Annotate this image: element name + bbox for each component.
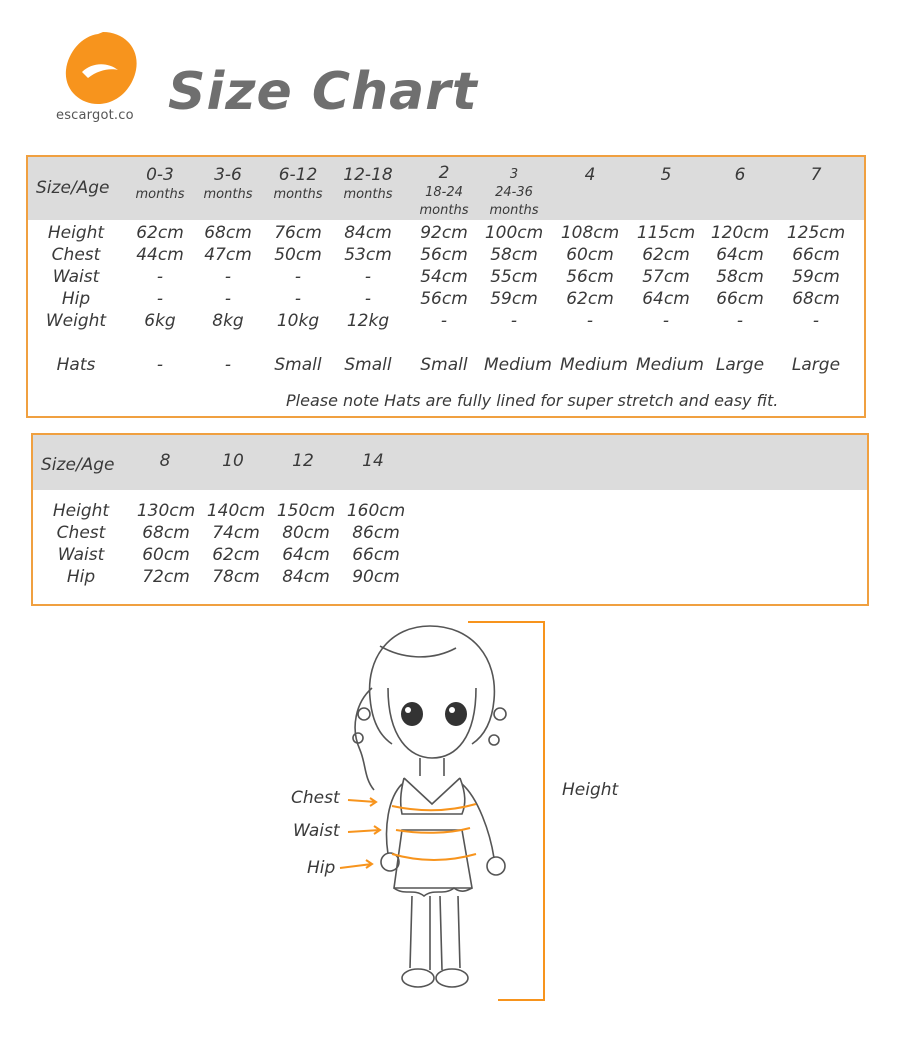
column-header: 8 <box>159 451 171 471</box>
column-header: 3 <box>509 167 519 182</box>
table-cell: 57cm <box>642 267 690 287</box>
table-cell: 80cm <box>282 523 330 543</box>
table-cell: 76cm <box>274 223 322 243</box>
column-header: 6-12 <box>278 165 318 185</box>
table-cell: - <box>156 267 164 287</box>
page-title: Size Chart <box>168 62 478 122</box>
row-label: Height <box>52 501 110 521</box>
corner-label: Size/Age <box>41 455 115 475</box>
table-cell: 62cm <box>642 245 690 265</box>
table-cell: 66cm <box>352 545 400 565</box>
column-header: 10 <box>222 451 244 471</box>
table-cell: - <box>736 311 744 331</box>
table-cell: 100cm <box>484 223 544 243</box>
waist-label: Waist <box>293 821 340 841</box>
table-cell: 44cm <box>136 245 184 265</box>
table-cell: 86cm <box>352 523 400 543</box>
row-label: Chest <box>51 245 101 265</box>
column-subheader: months <box>419 203 469 218</box>
table-cell: 8kg <box>212 311 244 331</box>
table-cell: 56cm <box>566 267 614 287</box>
table-cell: - <box>364 267 372 287</box>
table-cell: 54cm <box>420 267 468 287</box>
table-cell: 74cm <box>212 523 260 543</box>
table-cell: - <box>294 289 302 309</box>
table-cell: Large <box>791 355 841 375</box>
table-cell: 150cm <box>276 501 336 521</box>
brand-logo <box>58 28 148 128</box>
row-label: Hats <box>56 355 96 375</box>
table-cell: 59cm <box>792 267 840 287</box>
table-cell: - <box>812 311 820 331</box>
table-cell: 55cm <box>490 267 538 287</box>
corner-label: Size/Age <box>36 178 110 198</box>
column-subheader: months <box>489 203 539 218</box>
column-subheader: 18-24 <box>425 185 463 200</box>
table-cell: Small <box>344 355 392 375</box>
size-table-small <box>26 155 866 418</box>
table-cell: 58cm <box>490 245 538 265</box>
table-cell: 68cm <box>792 289 840 309</box>
table-cell: 64cm <box>642 289 690 309</box>
table-cell: Large <box>715 355 765 375</box>
table-cell: - <box>224 355 232 375</box>
table-cell: 62cm <box>136 223 184 243</box>
table-cell: Small <box>420 355 468 375</box>
column-header: 0-3 <box>146 165 174 185</box>
row-label: Waist <box>57 545 105 565</box>
table-cell: 12kg <box>346 311 390 331</box>
table-cell: - <box>586 311 594 331</box>
table-cell: - <box>662 311 670 331</box>
table-cell: 56cm <box>420 289 468 309</box>
table-cell: 50cm <box>274 245 322 265</box>
table-cell: 68cm <box>204 223 252 243</box>
child-sketch-icon <box>280 618 580 1018</box>
table-cell: 125cm <box>786 223 846 243</box>
table-cell: Medium <box>560 355 628 375</box>
column-header: 6 <box>734 165 746 185</box>
hip-label: Hip <box>307 858 336 878</box>
chest-label: Chest <box>291 788 340 808</box>
table-cell: 72cm <box>142 567 190 587</box>
column-header: 5 <box>660 165 672 185</box>
table-cell: - <box>156 289 164 309</box>
column-header: 12 <box>292 451 314 471</box>
column-header: 2 <box>438 163 450 183</box>
table-cell: 68cm <box>142 523 190 543</box>
table-cell: 90cm <box>352 567 400 587</box>
column-header: 12-18 <box>343 165 393 185</box>
table-cell: Small <box>274 355 322 375</box>
table-cell: - <box>364 289 372 309</box>
brand-name: escargot.co <box>56 108 134 123</box>
row-label: Hip <box>61 289 91 309</box>
table-cell: - <box>224 289 232 309</box>
row-label: Waist <box>52 267 100 287</box>
table-cell: 84cm <box>282 567 330 587</box>
table-cell: 115cm <box>636 223 696 243</box>
row-label: Weight <box>45 311 107 331</box>
column-header: 4 <box>584 165 596 185</box>
table-cell: 64cm <box>716 245 764 265</box>
table-cell: 78cm <box>212 567 260 587</box>
table-cell: - <box>294 267 302 287</box>
table-cell: 56cm <box>420 245 468 265</box>
column-header: 3-6 <box>214 165 242 185</box>
column-subheader: months <box>343 187 393 202</box>
table-cell: 6kg <box>144 311 176 331</box>
size-table-large <box>31 433 869 606</box>
table-cell: - <box>440 311 448 331</box>
column-subheader: months <box>203 187 253 202</box>
column-header: 7 <box>810 165 822 185</box>
table-cell: - <box>510 311 518 331</box>
table-cell: 53cm <box>344 245 392 265</box>
table-cell: - <box>156 355 164 375</box>
table-cell: 60cm <box>566 245 614 265</box>
table-cell: 108cm <box>560 223 620 243</box>
table-cell: 62cm <box>212 545 260 565</box>
row-label: Height <box>47 223 105 243</box>
row-label: Hip <box>66 567 96 587</box>
table-cell: Medium <box>484 355 552 375</box>
table-cell: 160cm <box>346 501 406 521</box>
table-cell: 130cm <box>136 501 196 521</box>
table-cell: 66cm <box>792 245 840 265</box>
table-cell: 66cm <box>716 289 764 309</box>
table-cell: 120cm <box>710 223 770 243</box>
table-cell: - <box>224 267 232 287</box>
table-cell: 84cm <box>344 223 392 243</box>
row-label: Chest <box>56 523 106 543</box>
table-cell: 64cm <box>282 545 330 565</box>
table-cell: 140cm <box>206 501 266 521</box>
table-cell: 47cm <box>204 245 252 265</box>
column-header: 14 <box>362 451 384 471</box>
table-cell: 58cm <box>716 267 764 287</box>
column-subheader: 24-36 <box>495 185 533 200</box>
measurement-figure <box>280 618 619 1018</box>
table-cell: 62cm <box>566 289 614 309</box>
table-cell: Medium <box>636 355 704 375</box>
table-cell: 92cm <box>420 223 468 243</box>
table-cell: 59cm <box>490 289 538 309</box>
hat-note: Please note Hats are fully lined for super stretch and easy fit. <box>286 391 779 410</box>
column-subheader: months <box>135 187 185 202</box>
table-cell: 60cm <box>142 545 190 565</box>
column-subheader: months <box>273 187 323 202</box>
snail-logo-icon <box>58 28 148 108</box>
height-label: Height <box>562 780 619 800</box>
table-cell: 10kg <box>276 311 320 331</box>
